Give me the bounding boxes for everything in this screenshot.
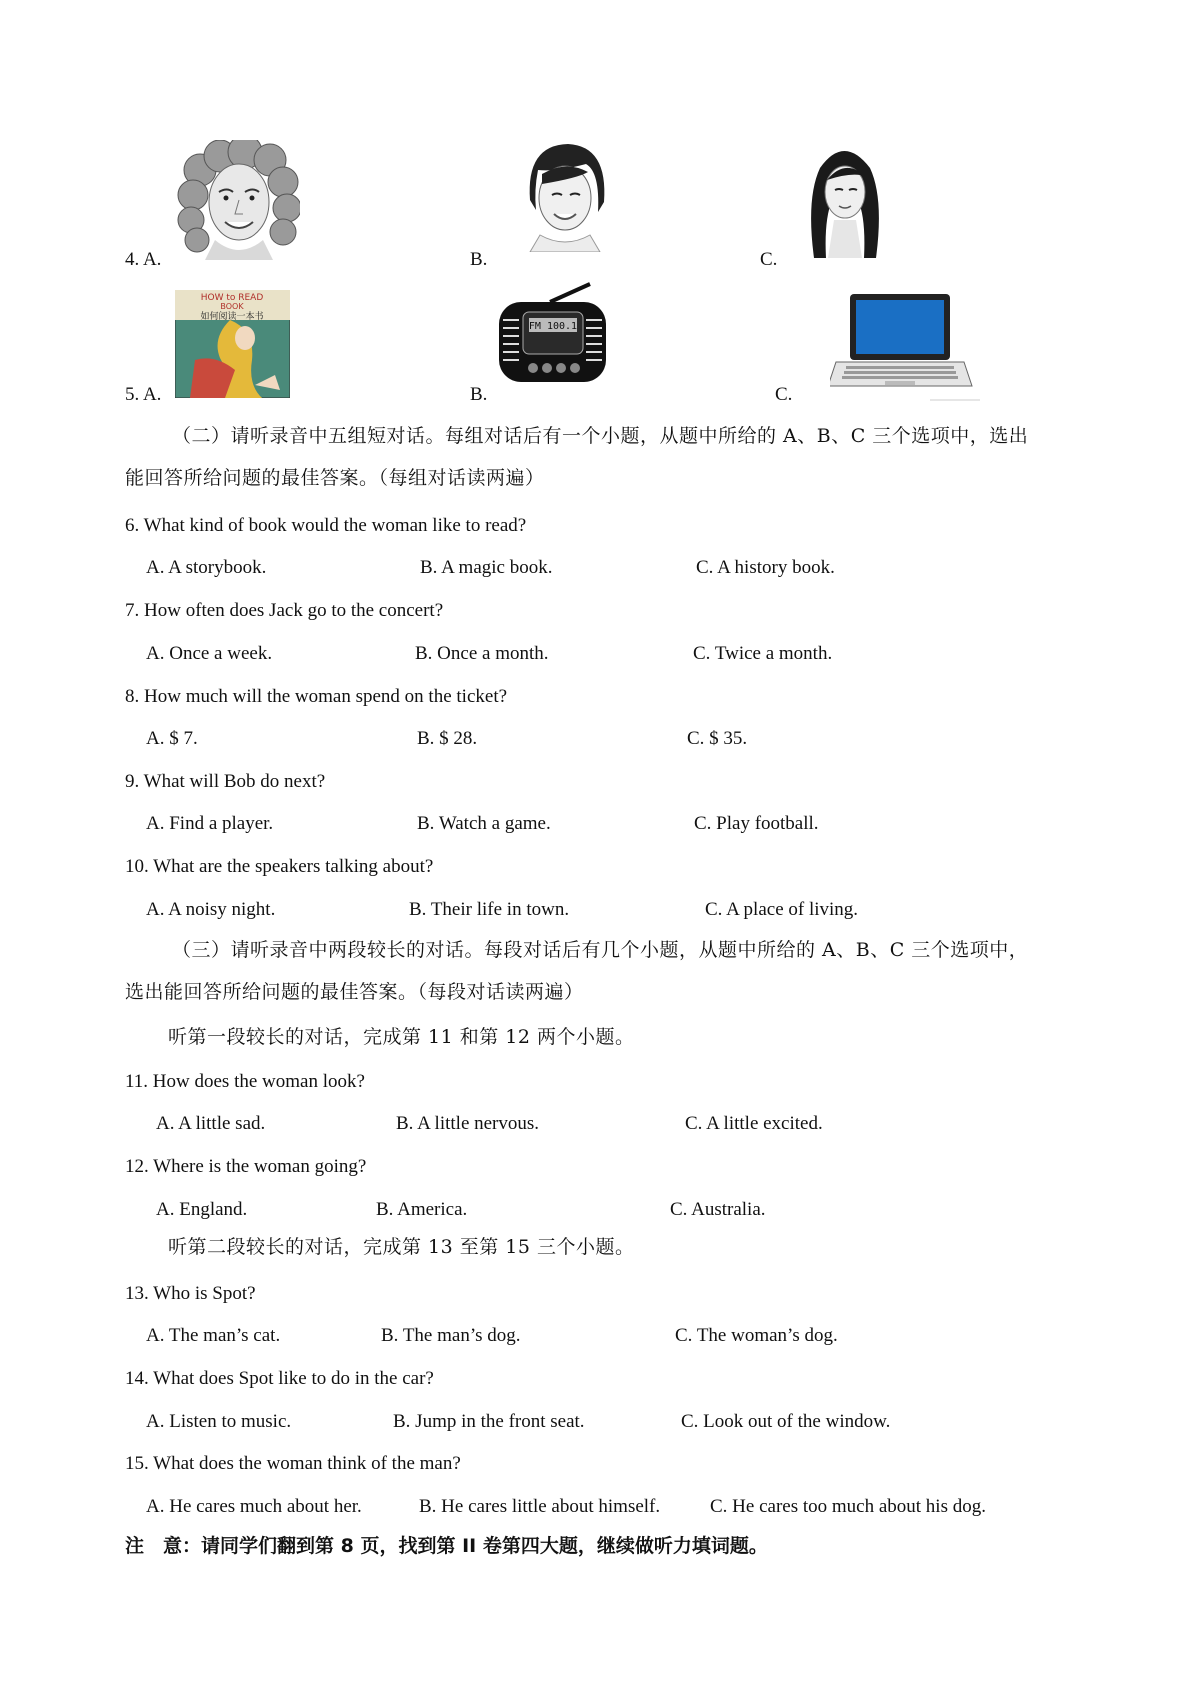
q8-option-c: C. $ 35.: [687, 728, 748, 749]
q5-label-b: B.: [470, 384, 488, 405]
q15-option-b: B. He cares little about himself.: [419, 1496, 661, 1517]
question-15: 15. What does the woman think of the man?: [125, 1453, 461, 1474]
q8-option-a: A. $ 7.: [146, 728, 198, 749]
page-turn-note: 注 意：请同学们翻到第 8 页，找到第 II 卷第四大题，继续做听力填词题。: [125, 1535, 768, 1557]
q9-option-a: A. Find a player.: [146, 813, 274, 834]
q14-option-a: A. Listen to music.: [146, 1411, 292, 1432]
q15-option-c: C. He cares too much about his dog.: [710, 1496, 986, 1517]
radio-image: [495, 282, 610, 392]
q7-option-a: A. Once a week.: [146, 643, 273, 664]
q6-option-c: C. A history book.: [696, 557, 835, 578]
laptop-image: [830, 292, 980, 407]
q12-option-b: B. America.: [376, 1199, 468, 1220]
q13-option-b: B. The man’s dog.: [381, 1325, 521, 1346]
q9-option-b: B. Watch a game.: [417, 813, 551, 834]
question-9: 9. What will Bob do next?: [125, 771, 326, 792]
dialog1-instruction: 听第一段较长的对话，完成第 11 和第 12 两个小题。: [168, 1026, 635, 1048]
book-title-line3: 如何阅读一本书: [200, 312, 264, 322]
long-hair-woman-image: [800, 140, 890, 260]
book-title-line1: HOW to READ: [200, 293, 264, 303]
q14-option-b: B. Jump in the front seat.: [393, 1411, 585, 1432]
question-7: 7. How often does Jack go to the concert?: [125, 600, 444, 621]
q5-label-c: C.: [775, 384, 793, 405]
q8-option-b: B. $ 28.: [417, 728, 478, 749]
q14-option-c: C. Look out of the window.: [681, 1411, 891, 1432]
q15-option-a: A. He cares much about her.: [146, 1496, 362, 1517]
dialog2-instruction: 听第二段较长的对话，完成第 13 至第 15 三个小题。: [168, 1236, 635, 1258]
question-11: 11. How does the woman look?: [125, 1071, 365, 1092]
q13-option-a: A. The man’s cat.: [146, 1325, 281, 1346]
short-hair-girl-image: [520, 140, 610, 252]
q10-option-a: A. A noisy night.: [146, 899, 276, 920]
q10-option-c: C. A place of living.: [705, 899, 859, 920]
q11-option-c: C. A little excited.: [685, 1113, 823, 1134]
q12-option-a: A. England.: [156, 1199, 248, 1220]
q6-option-a: A. A storybook.: [146, 557, 267, 578]
section3-instruction-line2: 选出能回答所给问题的最佳答案。（每段对话读两遍）: [125, 981, 584, 1003]
q7-option-c: C. Twice a month.: [693, 643, 833, 664]
curly-hair-woman-image: [175, 140, 300, 260]
q4-label-a: 4. A.: [125, 249, 162, 270]
q11-option-a: A. A little sad.: [156, 1113, 266, 1134]
q6-option-b: B. A magic book.: [420, 557, 553, 578]
q12-option-c: C. Australia.: [670, 1199, 766, 1220]
q5-label-a: 5. A.: [125, 384, 162, 405]
q7-option-b: B. Once a month.: [415, 643, 549, 664]
q9-option-c: C. Play football.: [694, 813, 819, 834]
q10-option-b: B. Their life in town.: [409, 899, 570, 920]
book-cover-image: [175, 290, 290, 398]
question-8: 8. How much will the woman spend on the ticket?: [125, 686, 508, 707]
question-12: 12. Where is the woman going?: [125, 1156, 367, 1177]
q11-option-b: B. A little nervous.: [396, 1113, 540, 1134]
q13-option-c: C. The woman’s dog.: [675, 1325, 838, 1346]
question-13: 13. Who is Spot?: [125, 1283, 256, 1304]
radio-display-text: FM 100.1: [528, 321, 578, 332]
question-10: 10. What are the speakers talking about?: [125, 856, 434, 877]
section2-instruction-line1: （二）请听录音中五组短对话。每组对话后有一个小题，从题中所给的 A、B、C 三个选项中，选出: [172, 425, 1029, 447]
q4-label-c: C.: [760, 249, 778, 270]
book-title-line2: BOOK: [220, 302, 244, 311]
question-14: 14. What does Spot like to do in the car?: [125, 1368, 434, 1389]
section2-instruction-line2: 能回答所给问题的最佳答案。（每组对话读两遍）: [125, 467, 545, 489]
q4-label-b: B.: [470, 249, 488, 270]
question-6: 6. What kind of book would the woman like to read?: [125, 515, 527, 536]
section3-instruction-line1: （三）请听录音中两段较长的对话。每段对话后有几个小题，从题中所给的 A、B、C 三个选项中，: [172, 939, 1029, 961]
